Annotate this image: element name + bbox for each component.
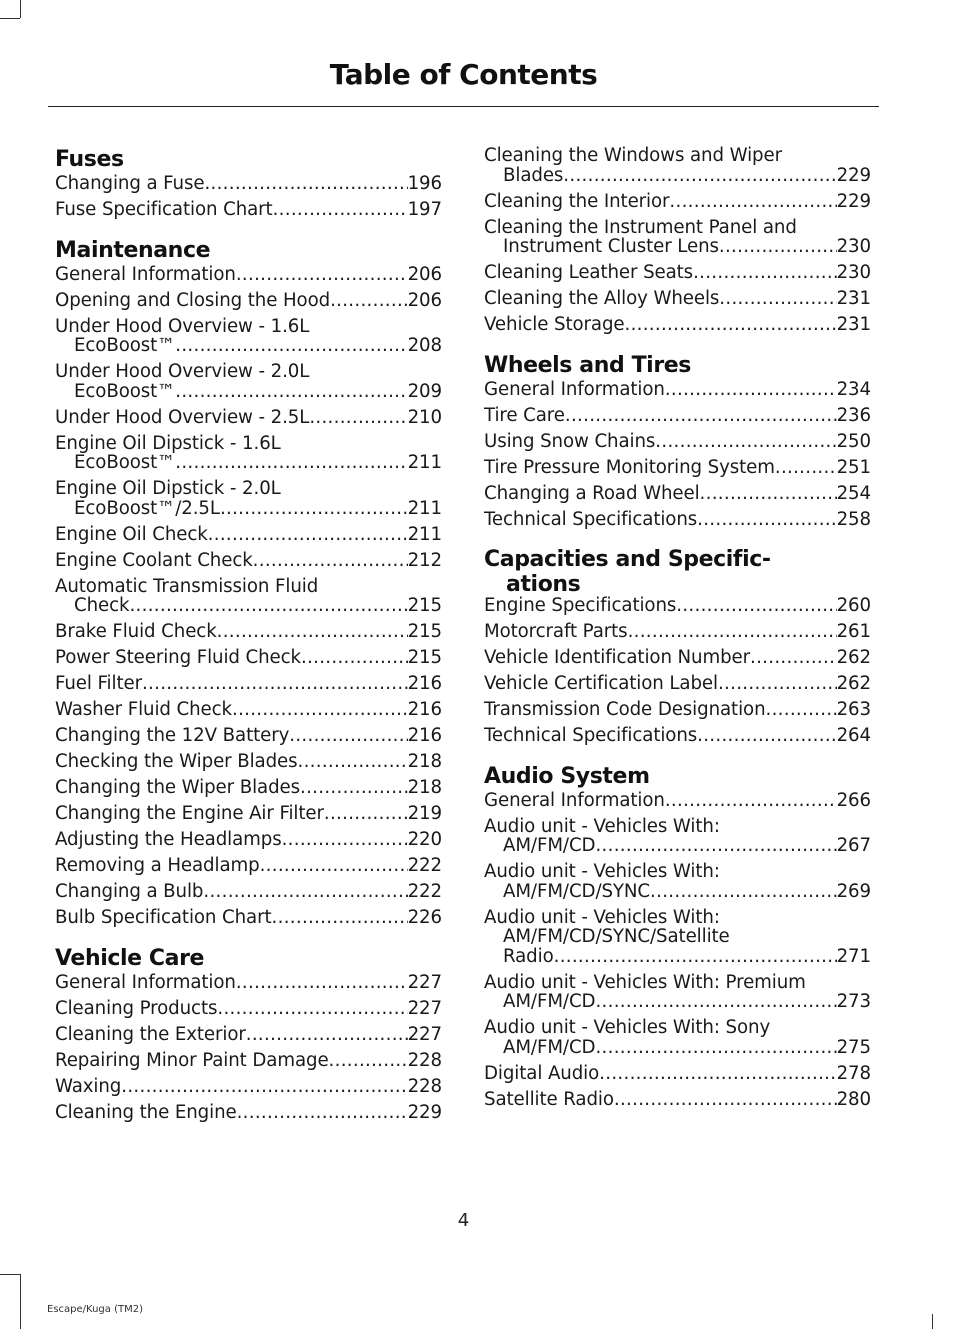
dot-leader — [595, 836, 836, 856]
dot-leader — [697, 726, 836, 746]
toc-entry-page: 197 — [407, 199, 442, 220]
toc-entry-title: Under Hood Overview - 2.0L — [55, 361, 310, 382]
toc-entry-title: EcoBoost™ — [74, 452, 176, 473]
toc-entry-page: 229 — [836, 190, 871, 212]
toc-section — [484, 146, 871, 335]
dot-leader — [599, 1064, 836, 1084]
dot-leader — [595, 1038, 836, 1058]
toc-entry-page: 230 — [836, 236, 871, 257]
toc-entry[interactable] — [55, 408, 442, 428]
dot-leader — [175, 382, 407, 402]
dot-leader — [676, 596, 836, 616]
page-number: 4 — [457, 1210, 470, 1231]
dot-leader — [236, 265, 408, 285]
toc-entry-page: 215 — [407, 595, 442, 616]
section-heading-text: Vehicle Care — [55, 945, 205, 971]
toc-entry[interactable] — [55, 622, 442, 642]
dot-leader — [301, 648, 408, 668]
toc-entry[interactable] — [55, 1077, 442, 1097]
dot-leader — [203, 882, 407, 902]
dot-leader — [700, 484, 837, 504]
toc-entry-title: Cleaning the Interior — [484, 190, 670, 212]
dot-leader — [236, 973, 408, 993]
toc-entry[interactable] — [55, 999, 442, 1019]
toc-entry-page: 211 — [407, 497, 442, 519]
toc-entry-page: 206 — [407, 263, 442, 285]
dot-leader — [775, 458, 837, 478]
toc-entry-title: EcoBoost™ — [74, 335, 176, 356]
toc-entry[interactable] — [55, 551, 442, 571]
toc-entry-title: Washer Fluid Check — [55, 699, 232, 720]
toc-entry-title: Vehicle Identification Number — [484, 647, 751, 668]
dot-leader — [665, 791, 837, 811]
toc-entry-page: 208 — [407, 335, 442, 356]
toc-entry[interactable] — [484, 791, 871, 811]
toc-entry-title: AM/FM/CD/SYNC/Satellite — [503, 926, 730, 947]
toc-entry-page: 236 — [836, 404, 871, 426]
toc-entry-title: Power Steering Fluid Check — [55, 647, 301, 668]
toc-entry-page: 254 — [836, 482, 871, 504]
toc-entry-title: AM/FM/CD — [503, 835, 596, 856]
toc-entry[interactable] — [55, 174, 442, 194]
toc-entry[interactable] — [55, 200, 442, 220]
toc-entry-page: 219 — [407, 803, 442, 824]
dot-leader — [563, 166, 836, 186]
toc-entry-title: Changing a Bulb — [55, 881, 204, 902]
dot-leader — [273, 200, 408, 220]
toc-entry-title: Changing the Wiper Blades — [55, 777, 300, 798]
section-heading-text: Maintenance — [55, 237, 211, 263]
toc-entry-title: Engine Oil Dipstick - 1.6L — [55, 432, 281, 454]
toc-entry-title: Engine Oil Check — [55, 523, 208, 545]
footer-model: Escape/Kuga (TM2) — [47, 1304, 143, 1315]
crop-mark — [20, 0, 21, 18]
toc-entry-title: Technical Specifications — [484, 508, 698, 530]
crop-mark — [20, 1274, 21, 1329]
crop-mark — [932, 1314, 933, 1329]
toc-entry-page: 234 — [836, 378, 871, 400]
toc-entry[interactable] — [484, 406, 871, 426]
toc-entry-page: 269 — [836, 880, 871, 902]
section-heading — [484, 762, 871, 791]
toc-section — [55, 145, 442, 220]
toc-entry-page: 267 — [836, 835, 871, 856]
dot-leader — [175, 453, 407, 473]
toc-entry-page: 228 — [407, 1075, 442, 1097]
toc-entry[interactable] — [55, 973, 442, 993]
toc-entry[interactable] — [55, 674, 442, 694]
toc-entry[interactable] — [55, 362, 442, 401]
toc-entry-page: 275 — [836, 1036, 871, 1058]
toc-entry[interactable] — [55, 700, 442, 720]
toc-entry[interactable] — [55, 908, 442, 928]
dot-leader — [282, 830, 408, 850]
dot-leader — [628, 622, 837, 642]
toc-entry[interactable] — [484, 596, 871, 616]
toc-entry-title: General Information — [55, 263, 236, 285]
toc-entry-title: EcoBoost™ — [74, 380, 176, 402]
toc-entry-title: Repairing Minor Paint Damage — [55, 1049, 329, 1071]
toc-entry-title: Cleaning Leather Seats — [484, 262, 694, 283]
toc-entry[interactable] — [55, 317, 442, 356]
toc-entry-title: Tire Pressure Monitoring System — [484, 456, 775, 478]
toc-entry-page: 206 — [407, 289, 442, 311]
toc-entry-page: 210 — [407, 406, 442, 428]
toc-entry-title: Fuse Specification Chart — [55, 199, 273, 220]
toc-entry-page: 215 — [407, 647, 442, 668]
toc-entry[interactable] — [484, 1064, 871, 1084]
toc-entry-title: Satellite Radio — [484, 1088, 614, 1110]
toc-entry-page: 227 — [407, 1023, 442, 1045]
toc-entry-title: Using Snow Chains — [484, 430, 656, 452]
toc-entry-title: Audio unit - Vehicles With: Premium — [484, 971, 806, 993]
toc-entry[interactable] — [55, 752, 442, 772]
dot-leader — [614, 1090, 837, 1110]
toc-entry[interactable] — [484, 484, 871, 504]
section-heading-text: ations — [506, 572, 581, 597]
toc-left-column — [55, 145, 442, 1138]
toc-entry-title: Tire Care — [484, 404, 565, 426]
toc-entry[interactable] — [484, 700, 871, 720]
toc-entry-page: 226 — [407, 907, 442, 928]
toc-entry-title: Cleaning the Instrument Panel and — [484, 216, 797, 238]
toc-entry[interactable] — [55, 804, 442, 824]
dot-leader — [595, 992, 836, 1012]
dot-leader — [697, 510, 836, 530]
toc-entry-page: 218 — [407, 777, 442, 798]
dot-leader — [175, 336, 407, 356]
dot-leader — [298, 752, 408, 772]
toc-entry-title: Changing a Road Wheel — [484, 482, 700, 504]
dot-leader — [650, 882, 837, 902]
dot-leader — [253, 551, 408, 571]
toc-entry[interactable] — [55, 648, 442, 668]
toc-entry-page: 216 — [407, 699, 442, 720]
toc-entry[interactable] — [55, 726, 442, 746]
toc-entry-page: 231 — [836, 314, 871, 335]
toc-entry-title: Digital Audio — [484, 1062, 600, 1084]
toc-entry-page: 271 — [836, 945, 871, 967]
toc-entry-title: Opening and Closing the Hood — [55, 289, 331, 311]
section-heading — [484, 545, 871, 596]
toc-entry[interactable] — [55, 856, 442, 876]
toc-entry-page: 264 — [836, 725, 871, 746]
dot-leader — [217, 999, 407, 1019]
section-heading-text: Wheels and Tires — [484, 352, 691, 378]
toc-entry[interactable] — [484, 648, 871, 668]
toc-entry-title: Instrument Cluster Lens — [503, 236, 719, 257]
toc-entry-title: Audio unit - Vehicles With: — [484, 815, 720, 837]
crop-mark — [0, 18, 20, 19]
dot-leader — [217, 622, 408, 642]
toc-entry[interactable] — [484, 380, 871, 400]
toc-entry-page: 258 — [836, 508, 871, 530]
toc-section — [484, 351, 871, 530]
toc-entry-title: Motorcraft Parts — [484, 621, 628, 642]
toc-entry-title: Audio unit - Vehicles With: — [484, 861, 720, 882]
section-heading — [55, 944, 442, 973]
toc-entry-page: 215 — [407, 621, 442, 642]
toc-entry-page: 250 — [836, 430, 871, 452]
dot-leader — [237, 1103, 408, 1123]
toc-entry[interactable] — [484, 726, 871, 746]
toc-entry-title: Check — [74, 595, 130, 616]
toc-entry-title: Audio unit - Vehicles With: — [484, 906, 720, 928]
toc-entry[interactable] — [55, 291, 442, 311]
toc-entry-title: Technical Specifications — [484, 725, 698, 746]
toc-entry[interactable] — [55, 525, 442, 545]
toc-entry[interactable] — [484, 908, 871, 967]
toc-entry-page: 229 — [836, 164, 871, 186]
section-heading — [484, 351, 871, 380]
dot-leader — [665, 380, 837, 400]
toc-entry[interactable] — [55, 577, 442, 616]
dot-leader — [718, 674, 837, 694]
toc-entry-page: 227 — [407, 997, 442, 1019]
toc-entry-title: Bulb Specification Chart — [55, 907, 272, 928]
toc-entry-title: Audio unit - Vehicles With: Sony — [484, 1017, 771, 1038]
toc-entry-page: 220 — [407, 829, 442, 850]
toc-entry-title: EcoBoost™/2.5L — [74, 497, 220, 519]
toc-entry-page: 209 — [407, 380, 442, 402]
toc-entry-page: 218 — [407, 751, 442, 772]
toc-entry-title: Adjusting the Headlamps — [55, 829, 282, 850]
toc-entry-title: Engine Coolant Check — [55, 549, 253, 571]
toc-entry-page: 222 — [407, 881, 442, 902]
toc-entry-title: Blades — [503, 164, 564, 186]
dot-leader — [655, 432, 836, 452]
dot-leader — [554, 947, 837, 967]
toc-entry-title: Cleaning the Alloy Wheels — [484, 288, 720, 309]
toc-section — [484, 762, 871, 1110]
toc-entry-title: Changing the Engine Air Filter — [55, 803, 324, 824]
section-heading-text: Fuses — [55, 147, 124, 172]
toc-entry-page: 262 — [836, 647, 871, 668]
toc-entry-page: 263 — [836, 699, 871, 720]
section-heading-text: Audio System — [484, 763, 650, 789]
toc-entry[interactable] — [484, 674, 871, 694]
dot-leader — [142, 674, 408, 694]
dot-leader — [324, 804, 408, 824]
toc-entry[interactable] — [55, 882, 442, 902]
toc-entry-title: Automatic Transmission Fluid — [55, 575, 319, 597]
toc-entry[interactable] — [484, 458, 871, 478]
toc-entry[interactable] — [484, 192, 871, 212]
toc-entry-title: Vehicle Storage — [484, 314, 625, 335]
toc-entry[interactable] — [484, 146, 871, 185]
toc-entry[interactable] — [484, 622, 871, 642]
dot-leader — [719, 289, 836, 309]
dot-leader — [272, 908, 408, 928]
toc-entry-title: Brake Fluid Check — [55, 621, 217, 642]
toc-entry-page: 273 — [836, 991, 871, 1012]
dot-leader — [208, 525, 408, 545]
toc-entry[interactable] — [55, 434, 442, 473]
toc-entry-title: Radio — [503, 945, 554, 967]
toc-entry[interactable] — [55, 265, 442, 285]
dot-leader — [121, 1077, 407, 1097]
dot-leader — [750, 648, 837, 668]
toc-entry[interactable] — [484, 973, 871, 1012]
toc-entry[interactable] — [484, 289, 871, 309]
toc-entry-page: 211 — [407, 452, 442, 473]
dot-leader — [289, 726, 407, 746]
toc-entry-title: Waxing — [55, 1075, 122, 1097]
toc-entry-page: 216 — [407, 673, 442, 694]
toc-entry[interactable] — [55, 830, 442, 850]
dot-leader — [329, 1051, 408, 1071]
toc-entry-title: Under Hood Overview - 2.5L — [55, 406, 310, 428]
toc-entry[interactable] — [484, 263, 871, 283]
toc-entry-title: Removing a Headlamp — [55, 855, 260, 876]
toc-entry-title: Fuel Filter — [55, 673, 142, 694]
toc-entry-page: 231 — [836, 288, 871, 309]
toc-entry-title: AM/FM/CD/SYNC — [503, 880, 651, 902]
toc-entry-title: Changing a Fuse — [55, 173, 205, 194]
toc-entry-page: 251 — [836, 456, 871, 478]
toc-entry-title: Engine Specifications — [484, 595, 677, 616]
toc-entry[interactable] — [484, 315, 871, 335]
section-heading-text: Capacities and Specific- — [484, 547, 771, 572]
toc-entry-page: 196 — [407, 173, 442, 194]
dot-leader — [693, 263, 837, 283]
toc-entry[interactable] — [484, 817, 871, 856]
dot-leader — [669, 192, 836, 212]
toc-entry[interactable] — [484, 1018, 871, 1057]
toc-entry-title: Cleaning Products — [55, 997, 218, 1019]
dot-leader — [624, 315, 836, 335]
toc-entry-title: AM/FM/CD — [503, 1036, 596, 1058]
toc-entry-title: Cleaning the Exterior — [55, 1023, 246, 1045]
toc-entry-title: General Information — [484, 789, 665, 811]
page-title: Table of Contents — [329, 58, 598, 91]
toc-entry[interactable] — [55, 479, 442, 518]
section-heading — [55, 236, 442, 265]
toc-entry-page: 211 — [407, 523, 442, 545]
toc-right-column — [484, 146, 871, 1125]
dot-leader — [309, 408, 407, 428]
toc-entry-title: Under Hood Overview - 1.6L — [55, 315, 310, 337]
toc-entry-title: Engine Oil Dipstick - 2.0L — [55, 478, 281, 499]
toc-entry-page: 229 — [407, 1101, 442, 1123]
toc-entry-title: Transmission Code Designation — [484, 699, 766, 720]
toc-entry-title: General Information — [55, 971, 236, 993]
toc-section — [55, 944, 442, 1123]
toc-entry[interactable] — [55, 1025, 442, 1045]
toc-entry-page: 278 — [836, 1062, 871, 1084]
toc-entry[interactable] — [55, 778, 442, 798]
toc-entry-title: Cleaning the Windows and Wiper — [484, 145, 782, 166]
toc-entry-page: 280 — [836, 1088, 871, 1110]
toc-entry-title: General Information — [484, 378, 665, 400]
toc-entry-page: 260 — [836, 595, 871, 616]
dot-leader — [766, 700, 837, 720]
dot-leader — [330, 291, 408, 311]
dot-leader — [204, 174, 407, 194]
toc-entry-page: 262 — [836, 673, 871, 694]
toc-entry-page: 222 — [407, 855, 442, 876]
toc-entry-page: 227 — [407, 971, 442, 993]
toc-entry-title: Vehicle Certification Label — [484, 673, 718, 694]
dot-leader — [220, 499, 408, 519]
toc-entry-page: 228 — [407, 1049, 442, 1071]
title-divider — [48, 106, 879, 107]
dot-leader — [246, 1025, 408, 1045]
toc-entry-page: 230 — [836, 262, 871, 283]
toc-entry[interactable] — [484, 862, 871, 901]
toc-section — [484, 545, 871, 746]
toc-entry[interactable] — [55, 1103, 442, 1123]
dot-leader — [300, 778, 408, 798]
dot-leader — [565, 406, 837, 426]
toc-entry-page: 216 — [407, 725, 442, 746]
dot-leader — [129, 596, 407, 616]
toc-entry-page: 212 — [407, 549, 442, 571]
toc-entry-title: Cleaning the Engine — [55, 1101, 237, 1123]
dot-leader — [719, 237, 837, 257]
dot-leader — [232, 700, 408, 720]
toc-entry[interactable] — [484, 1090, 871, 1110]
toc-entry[interactable] — [484, 432, 871, 452]
toc-entry[interactable] — [484, 510, 871, 530]
toc-entry-title: AM/FM/CD — [503, 991, 596, 1012]
crop-mark — [0, 1274, 20, 1275]
toc-section — [55, 236, 442, 928]
toc-entry-page: 261 — [836, 621, 871, 642]
toc-entry-page: 266 — [836, 789, 871, 811]
toc-entry[interactable] — [484, 218, 871, 257]
section-heading — [55, 145, 442, 174]
toc-entry-title: Checking the Wiper Blades — [55, 751, 298, 772]
dot-leader — [260, 856, 408, 876]
toc-entry-title: Changing the 12V Battery — [55, 725, 290, 746]
toc-entry[interactable] — [55, 1051, 442, 1071]
